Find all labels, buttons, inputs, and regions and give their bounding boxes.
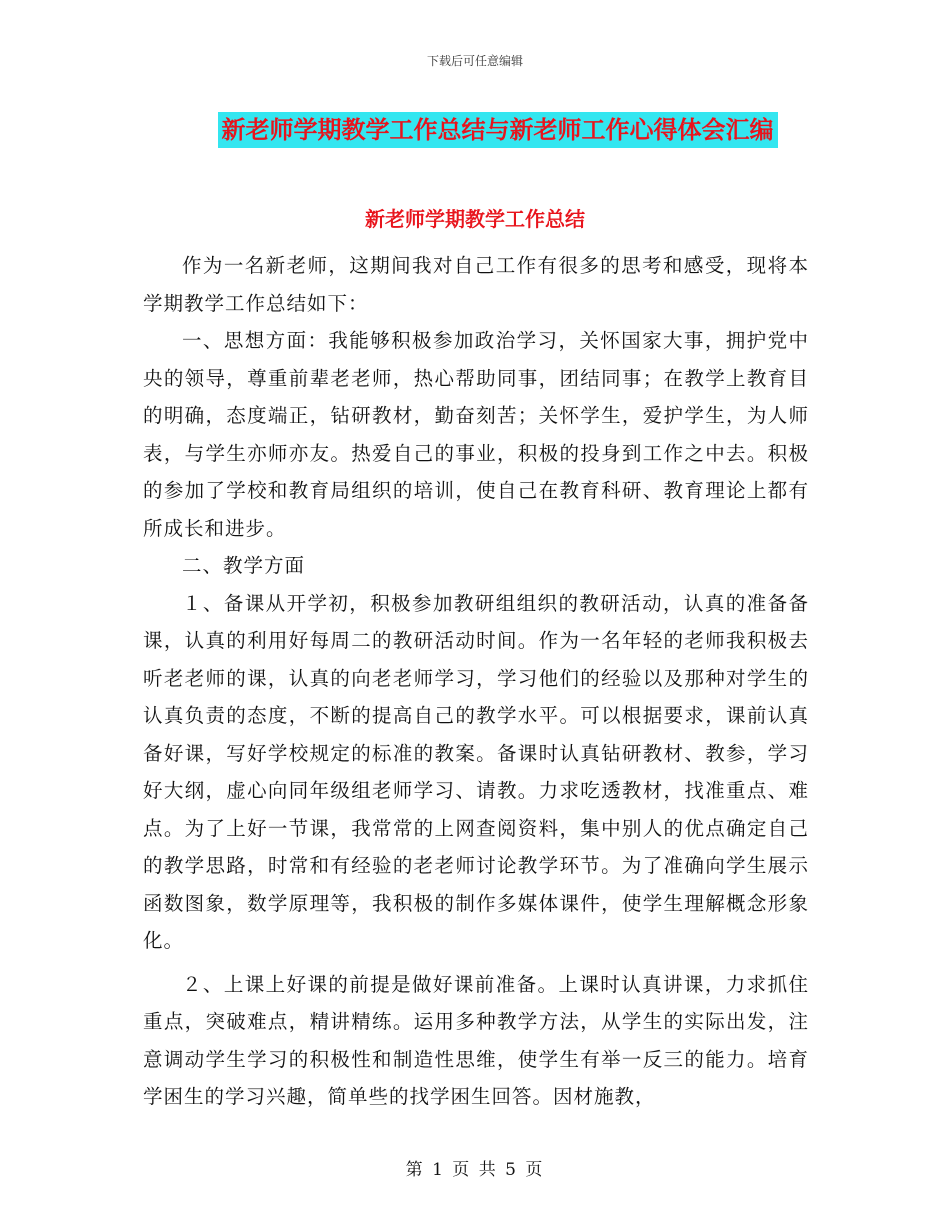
document-title-container — [0, 112, 950, 148]
document-body — [143, 247, 809, 1116]
header-note: 下载后可任意编辑 — [426, 54, 523, 68]
paragraph-intro: 作为一名新老师，这期间我对自己工作有很多的思考和感受，现将本学期教学工作总结如下： — [143, 254, 809, 315]
section-title: 新老师学期教学工作总结 — [365, 207, 585, 231]
paragraph-lesson-prep: １、备课从开学初，积极参加教研组组织的教研活动，认真的准备备课，认真的利用好每周二的教研活动时间。作为一名年轻的老师我积极去听老老师的课，认真的向老老师学习，学习他们的经验以及那种对学生的认真负责的态度，不断的提高自己的教学水平。可以根据要求，课前认真备好课，写好学校规定的标准的教案。备课时认真钻研教材、教参，学习好大纲，虚心向同年级组老师学习、请教。力求吃透教材，找准重点、难点。为了上好一节课，我常常的上网查阅资料，集中别人的优点确定自己的教学思路，时常和有经验的老老师讨论教学环节。为了准确向学生展示函数图象，数学原理等，我积极的制作多媒体课件，使学生理解概念形象化。 — [143, 591, 809, 952]
page-footer: 第 1 页 共 5 页 — [405, 1160, 545, 1180]
paragraph-teaching-heading: 二、教学方面 — [182, 554, 306, 577]
document-title: 新老师学期教学工作总结与新老师工作心得体会汇编 — [218, 112, 778, 148]
paragraph-ideology: 一、思想方面：我能够积极参加政治学习，关怀国家大事，拥护党中央的领导，尊重前辈老老师，热心帮助同事，团结同事；在教学上教育目的明确，态度端正，钻研教材，勤奋刻苦；关怀学生，爱护学生，为人师表，与学生亦师亦友。热爱自己的事业，积极的投身到工作之中去。积极的参加了学校和教育局组织的培训，使自己在教育科研、教育理论上都有所成长和进步。 — [143, 329, 809, 540]
paragraph-in-class: ２、上课上好课的前提是做好课前准备。上课时认真讲课，力求抓住重点，突破难点，精讲精练。运用多种教学方法，从学生的实际出发，注意调动学生学习的积极性和制造性思维，使学生有举一反三的能力。培育学困生的学习兴趣，简单些的找学困生回答。因材施教， — [143, 972, 809, 1108]
